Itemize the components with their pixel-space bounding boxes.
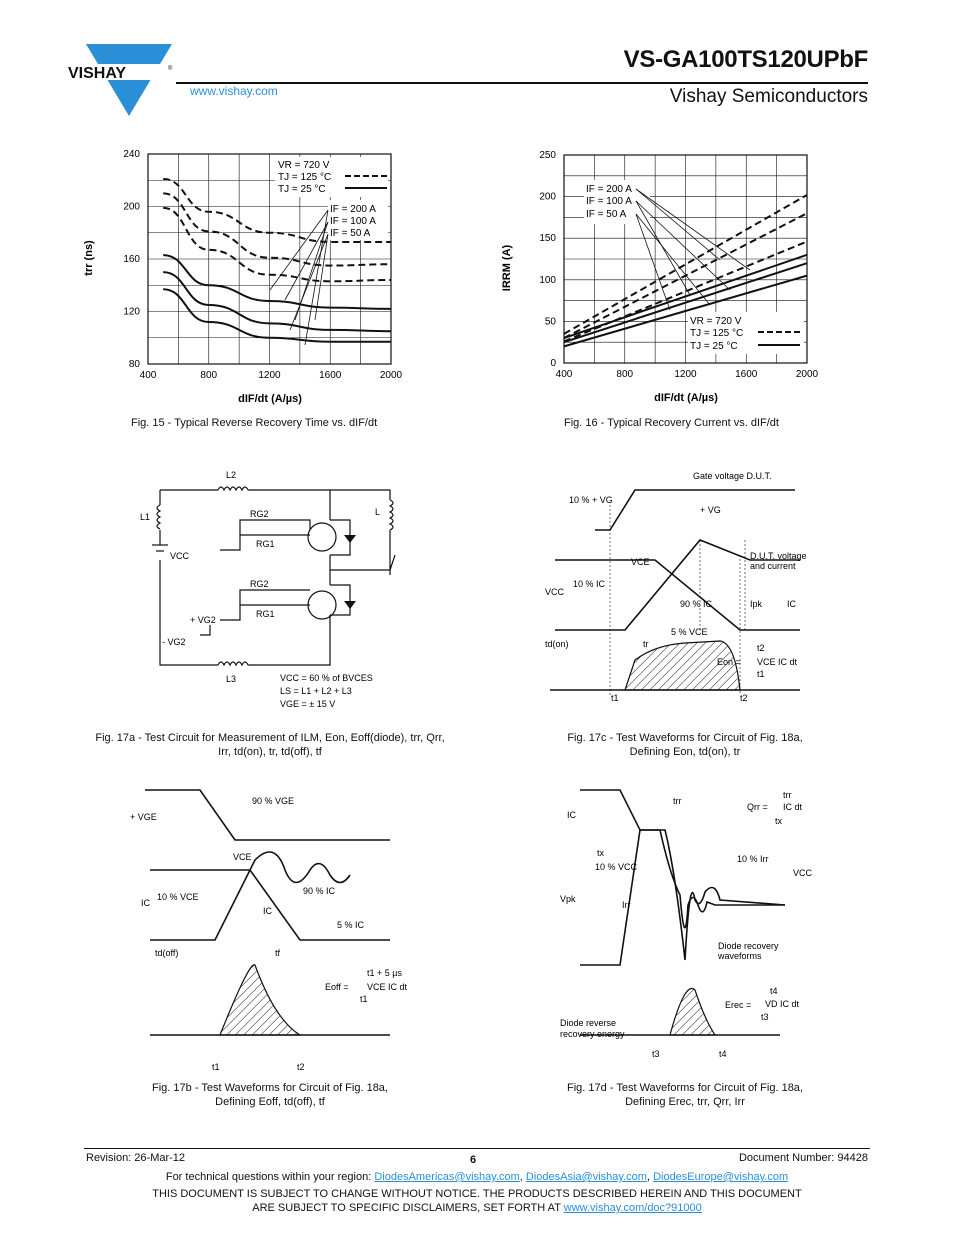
circ-vg2-plus: + VG2 bbox=[190, 615, 216, 625]
disclaimer-prefix: ARE SUBJECT TO SPECIFIC DISCLAIMERS, SET FORTH AT bbox=[252, 1202, 564, 1214]
c-t2: t2 bbox=[740, 693, 748, 703]
circ-rg1-top: RG1 bbox=[256, 539, 275, 549]
fig16-ytick: 0 bbox=[550, 358, 556, 369]
b-5ic: 5 % IC bbox=[337, 920, 365, 930]
fig17a-caption bbox=[60, 731, 480, 759]
d-ic: IC bbox=[567, 810, 576, 820]
footer-disclaimer2 bbox=[60, 1202, 894, 1214]
circ-note2: LS = L1 + L2 + L3 bbox=[280, 686, 352, 696]
c-eon: Eon = bbox=[717, 657, 741, 667]
footer-docnum: Document Number: 94428 bbox=[738, 1152, 868, 1164]
fig17d-caption-l2: Defining Erec, trr, Qrr, Irr bbox=[625, 1096, 745, 1108]
circ-rg1-bot: RG1 bbox=[256, 609, 275, 619]
fig16-if200: IF = 200 A bbox=[586, 184, 632, 195]
d-trr-int: trr bbox=[783, 790, 792, 800]
fig16-xtick: 1600 bbox=[735, 369, 758, 380]
footer-contact bbox=[60, 1171, 894, 1183]
fig15-if100: IF = 100 A bbox=[330, 216, 376, 227]
d-dre2: recovery energy bbox=[560, 1029, 625, 1039]
fig15-if200: IF = 200 A bbox=[330, 204, 376, 215]
fig15-if50: IF = 50 A bbox=[330, 228, 371, 239]
fig17c-waveform bbox=[535, 465, 835, 715]
contact-sep1: , bbox=[519, 1171, 526, 1183]
b-t2: t2 bbox=[297, 1062, 305, 1072]
company-name: Vishay Semiconductors bbox=[669, 86, 868, 107]
fig15-legend-125: TJ = 125 °C bbox=[278, 172, 332, 183]
d-erec: Erec = bbox=[725, 1000, 752, 1010]
fig15-xtick: 1200 bbox=[258, 370, 281, 381]
fig15-chart bbox=[83, 140, 430, 415]
fig15-legend-25: TJ = 25 °C bbox=[278, 184, 326, 195]
b-vge: + VGE bbox=[130, 812, 157, 822]
circ-note1: VCC = 60 % of BVCES bbox=[280, 673, 373, 683]
footer-rule bbox=[84, 1148, 870, 1149]
c-10ic: 10 % IC bbox=[573, 579, 606, 589]
fig16-ylabel: IRRM (A) bbox=[501, 244, 513, 292]
c-eon-int: VCE IC dt bbox=[757, 657, 798, 667]
b-eoff: Eoff = bbox=[325, 982, 349, 992]
fig15-ytick: 80 bbox=[128, 359, 140, 370]
fig17a-caption-l1: Fig. 17a - Test Circuit for Measurement of ILM, Eon, Eoff(diode), trr, Qrr, bbox=[95, 732, 445, 744]
fig15-xtick: 2000 bbox=[379, 370, 403, 381]
email-europe-link[interactable]: DiodesEurope@vishay.com bbox=[653, 1171, 789, 1183]
fig15-ytick: 200 bbox=[123, 201, 140, 213]
b-90vge: 90 % VGE bbox=[252, 796, 295, 806]
c-10vg: 10 % + VG bbox=[569, 495, 613, 505]
fig15-xlabel: dIF/dt (A/µs) bbox=[238, 393, 302, 405]
fig16-ytick: 250 bbox=[539, 150, 556, 161]
b-int: VCE IC dt bbox=[367, 982, 408, 992]
fig17b-caption-l2: Defining Eoff, td(off), tf bbox=[215, 1096, 325, 1108]
vishay-logo-icon bbox=[66, 42, 178, 118]
header-rule bbox=[176, 82, 868, 84]
footer-page: 6 bbox=[470, 1154, 477, 1166]
fig16-ytick: 50 bbox=[544, 316, 556, 328]
circ-l: L bbox=[375, 507, 381, 517]
fig16-chart bbox=[501, 140, 850, 415]
c-ipk: Ipk bbox=[750, 599, 763, 609]
b-t1-int: t1 bbox=[360, 994, 368, 1004]
d-tx: tx bbox=[597, 848, 605, 858]
fig16-xtick: 800 bbox=[616, 369, 634, 380]
b-tf: tf bbox=[275, 948, 281, 958]
c-tr: tr bbox=[643, 639, 649, 649]
circ-l3: L3 bbox=[226, 674, 237, 684]
fig16-xlabel: dIF/dt (A/µs) bbox=[654, 392, 718, 404]
b-t1: t1 bbox=[212, 1062, 220, 1072]
c-tdon: td(on) bbox=[545, 639, 569, 649]
d-trr: trr bbox=[673, 796, 682, 806]
c-vg: + VG bbox=[700, 505, 721, 515]
c-t2-int: t2 bbox=[757, 643, 765, 653]
d-vpk: Vpk bbox=[560, 894, 576, 904]
logo-text: VISHAY bbox=[68, 65, 127, 82]
contact-prefix: For technical questions within your region: bbox=[165, 1171, 375, 1183]
fig16-ytick: 100 bbox=[539, 274, 556, 286]
c-5vce: 5 % VCE bbox=[671, 627, 708, 637]
footer-revision: Revision: 26-Mar-12 bbox=[86, 1152, 186, 1164]
part-number: VS-GA100TS120UPbF bbox=[623, 46, 868, 73]
b-90ic: 90 % IC bbox=[303, 886, 336, 896]
fig15-ytick: 240 bbox=[123, 149, 140, 160]
d-t3-int: t3 bbox=[761, 1012, 769, 1022]
d-t3: t3 bbox=[652, 1049, 660, 1059]
circ-l2: L2 bbox=[226, 470, 237, 480]
d-10vcc: 10 % VCC bbox=[595, 862, 638, 872]
fig16-caption: Fig. 16 - Typical Recovery Current vs. dIF/dt bbox=[564, 417, 779, 429]
contact-sep2: , bbox=[646, 1171, 654, 1183]
fig16-ytick: 200 bbox=[539, 191, 556, 203]
c-dut2: and current bbox=[750, 561, 796, 571]
c-t1: t1 bbox=[611, 693, 619, 703]
circ-note3: VGE = ± 15 V bbox=[280, 699, 336, 709]
fig17a-circuit bbox=[130, 465, 420, 720]
fig16-xtick: 2000 bbox=[795, 369, 819, 380]
fig16-legend-25: TJ = 25 °C bbox=[690, 341, 738, 352]
fig17d-caption bbox=[520, 1081, 850, 1109]
fig17a-caption-l2: Irr, td(on), tr, td(off), tf bbox=[218, 746, 322, 758]
d-vdic: VD IC dt bbox=[765, 999, 800, 1009]
fig15-xtick: 400 bbox=[139, 370, 157, 381]
b-tdoff: td(off) bbox=[155, 948, 179, 958]
d-vcc: VCC bbox=[793, 868, 813, 878]
b-ic-left: IC bbox=[141, 898, 150, 908]
d-t4-int: t4 bbox=[770, 986, 778, 996]
fig15-ylabel: trr (ns) bbox=[83, 240, 95, 276]
c-90ic: 90 % IC bbox=[680, 599, 713, 609]
email-asia-link[interactable]: DiodesAsia@vishay.com bbox=[525, 1171, 647, 1183]
fig17d-waveform bbox=[555, 780, 840, 1065]
fig16-if50: IF = 50 A bbox=[586, 209, 627, 220]
fig17c-caption-l1: Fig. 17c - Test Waveforms for Circuit of Fig. 18a, bbox=[567, 732, 803, 744]
circ-rg2-bot: RG2 bbox=[250, 579, 269, 589]
d-tx-int: tx bbox=[775, 816, 783, 826]
fig17b-caption bbox=[100, 1081, 440, 1109]
fig16-legend-vr: VR = 720 V bbox=[690, 316, 742, 327]
fig15-series-line bbox=[163, 289, 391, 342]
b-t15: t1 + 5 µs bbox=[367, 968, 402, 978]
svg-text:®: ® bbox=[168, 66, 173, 72]
fig15-caption: Fig. 15 - Typical Reverse Recovery Time vs. dIF/dt bbox=[131, 417, 378, 429]
fig15-ytick: 120 bbox=[123, 306, 140, 318]
fig17b-caption-l1: Fig. 17b - Test Waveforms for Circuit of Fig. 18a, bbox=[152, 1082, 388, 1094]
d-10irr: 10 % Irr bbox=[737, 854, 769, 864]
circ-rg2-top: RG2 bbox=[250, 509, 269, 519]
circ-vcc: VCC bbox=[170, 551, 190, 561]
fig16-xtick: 1200 bbox=[674, 369, 697, 380]
b-vce: VCE bbox=[233, 852, 252, 862]
d-icdt: IC dt bbox=[783, 802, 803, 812]
fig17c-caption bbox=[520, 731, 850, 759]
fig15-xtick: 800 bbox=[200, 370, 218, 381]
fig17c-caption-l2: Defining Eon, td(on), tr bbox=[629, 746, 741, 758]
footer-disclaimer1: THIS DOCUMENT IS SUBJECT TO CHANGE WITHOUT NOTICE. THE PRODUCTS DESCRIBED HEREIN AND THIS DOCUMENT bbox=[152, 1188, 802, 1200]
fig16-xtick: 400 bbox=[555, 369, 573, 380]
circ-l1: L1 bbox=[140, 512, 151, 522]
fig17b-waveform bbox=[125, 780, 425, 1075]
c-vce: VCE bbox=[631, 557, 650, 567]
d-diode2: waveforms bbox=[718, 951, 762, 961]
fig17d-caption-l1: Fig. 17d - Test Waveforms for Circuit of Fig. 18a, bbox=[567, 1082, 803, 1094]
circ-vg2-minus: - VG2 bbox=[162, 637, 186, 647]
c-ic: IC bbox=[787, 599, 796, 609]
b-10vce: 10 % VCE bbox=[157, 892, 199, 902]
b-ic-mid: IC bbox=[263, 906, 272, 916]
website-link[interactable]: www.vishay.com bbox=[190, 84, 278, 98]
c-gate: Gate voltage D.U.T. bbox=[693, 471, 772, 481]
d-qrr: Qrr = bbox=[747, 802, 768, 812]
c-vcc: VCC bbox=[545, 587, 565, 597]
d-diode1: Diode recovery bbox=[718, 941, 779, 951]
c-dut1: D.U.T. voltage bbox=[750, 551, 807, 561]
fig16-legend-125: TJ = 125 °C bbox=[690, 328, 744, 339]
d-t4: t4 bbox=[719, 1049, 727, 1059]
email-americas-link[interactable]: DiodesAmericas@vishay.com bbox=[374, 1171, 520, 1183]
fig16-ytick: 150 bbox=[539, 233, 556, 245]
disclaimer-link[interactable]: www.vishay.com/doc?91000 bbox=[563, 1202, 702, 1214]
fig16-if100: IF = 100 A bbox=[586, 196, 632, 207]
vishay-logo bbox=[66, 42, 178, 118]
d-irr: Irr bbox=[622, 900, 631, 910]
fig15-legend-vr: VR = 720 V bbox=[278, 160, 330, 171]
fig15-ytick: 160 bbox=[123, 254, 140, 265]
c-t1-int: t1 bbox=[757, 669, 765, 679]
d-dre1: Diode reverse bbox=[560, 1018, 617, 1028]
fig15-xtick: 1600 bbox=[319, 370, 342, 381]
